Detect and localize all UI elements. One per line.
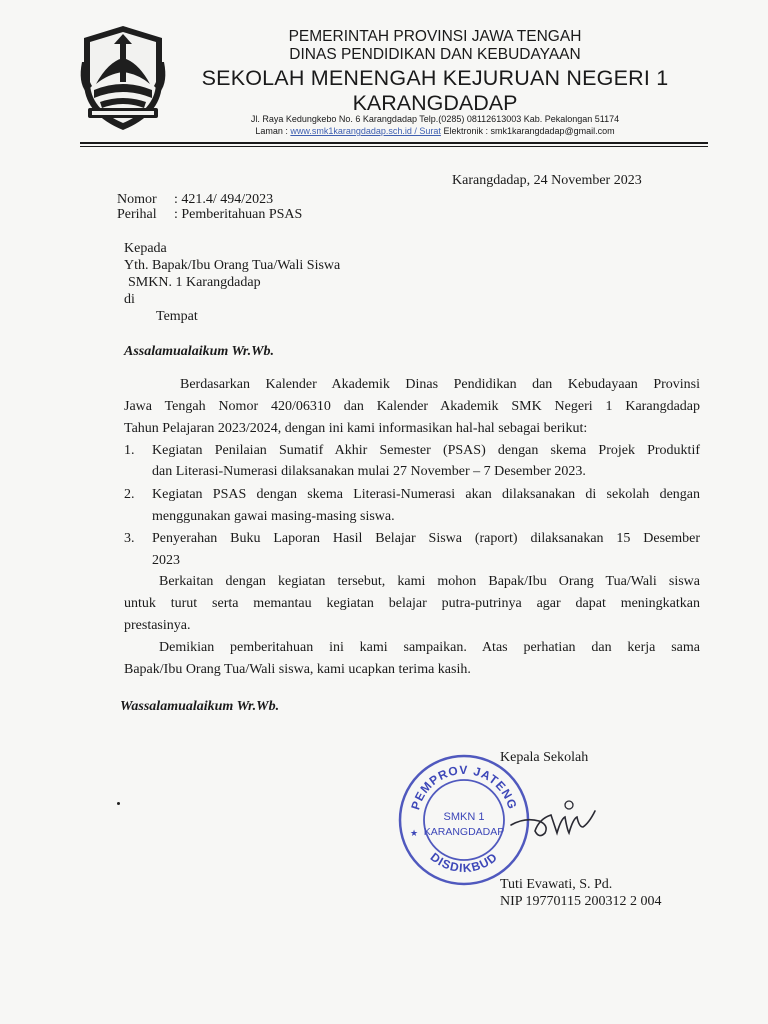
signatory-name: Tuti Evawati, S. Pd. <box>500 877 613 892</box>
para3-line-1: Demikian pemberitahuan ini kami sampaikan. Atas perhatian dan kerja sama <box>159 640 700 655</box>
stamp-center-line-1: SMKN 1 <box>443 811 485 823</box>
perihal-label: Perihal <box>117 207 157 222</box>
para3-line-2: Bapak/Ibu Orang Tua/Wali siswa, kami ucapkan terima kasih. <box>124 662 471 677</box>
svg-text:★: ★ <box>410 829 419 839</box>
list-item-3-line-1: Penyerahan Buku Laporan Hasil Belajar Siswa (raport) dilaksanakan 15 Desember <box>152 531 700 546</box>
school-location: KARANGDADAP <box>352 91 518 115</box>
recipient-line-2: Yth. Bapak/Ibu Orang Tua/Wali Siswa <box>124 258 341 273</box>
intro-line-3: Tahun Pelajaran 2023/2024, dengan ini kami informasikan hal-hal sebagai berikut: <box>124 421 588 436</box>
letterhead-line-1: PEMERINTAH PROVINSI JAWA TENGAH <box>288 28 582 45</box>
greeting: Assalamualaikum Wr.Wb. <box>124 344 275 359</box>
list-item-1-line-2: dan Literasi-Numerasi dilaksanakan mulai 27 November – 7 Desember 2023. <box>152 464 586 479</box>
recipient-line-5: Tempat <box>156 309 198 324</box>
list-item-number: 2. <box>124 487 135 502</box>
list-item-3-line-2: 2023 <box>152 553 180 568</box>
list-item-1-line-1: Kegiatan Penilaian Sumatif Akhir Semester (PSAS) dengan skema Projek Produktif <box>152 443 700 458</box>
place-date: Karangdadap, 24 November 2023 <box>452 173 642 188</box>
letterhead-line-2: DINAS PENDIDIKAN DAN KEBUDAYAAN <box>289 46 581 63</box>
handwritten-signature <box>505 797 605 842</box>
signatory-title: Kepala Sekolah <box>500 750 589 765</box>
intro-line-2: Jawa Tengah Nomor 420/06310 dan Kalender Akademik SMK Negeri 1 Karangdadap <box>124 399 700 414</box>
perihal-value: : Pemberitahuan PSAS <box>174 207 303 222</box>
website-link[interactable]: www.smk1karangdadap.sch.id / Surat <box>290 126 441 136</box>
signatory-nip: NIP 19770115 200312 2 004 <box>500 894 662 909</box>
para2-line-1: Berkaitan dengan kegiatan tersebut, kami mohon Bapak/Ibu Orang Tua/Wali siswa <box>159 574 700 589</box>
email-text: Elektronik : smk1karangdadap@gmail.com <box>440 126 615 136</box>
list-item-number: 1. <box>124 443 135 458</box>
recipient-line-1: Kepada <box>124 241 167 256</box>
para2-line-2: untuk turut serta memantau kegiatan belajar putra-putrinya agar dapat meningkatkan <box>124 596 700 611</box>
para2-line-3: prestasinya. <box>124 618 191 633</box>
web-prefix: Laman : <box>255 126 291 136</box>
recipient-line-4: di <box>124 292 135 307</box>
school-address: Jl. Raya Kedungkebo No. 6 Karangdadap Telp.(0285) 08112613003 Kab. Pekalongan 51174 <box>250 114 620 124</box>
stamp-top-text: PEMPROV JATENG <box>408 762 520 812</box>
letterhead-rule-thin <box>80 146 708 147</box>
nomor-label: Nomor <box>117 192 157 207</box>
scan-speck <box>117 802 120 805</box>
recipient-line-3: SMKN. 1 Karangdadap <box>128 275 261 290</box>
school-name: SEKOLAH MENENGAH KEJURUAN NEGERI 1 <box>201 66 669 90</box>
intro-line-1: Berdasarkan Kalender Akademik Dinas Pendidikan dan Kebudayaan Provinsi <box>180 377 700 392</box>
letterhead-rule-thick <box>80 142 708 144</box>
nomor-value: : 421.4/ 494/2023 <box>174 192 274 207</box>
list-item-number: 3. <box>124 531 135 546</box>
school-contact <box>150 126 720 136</box>
svg-text:DISDIKBUD <box>428 850 501 875</box>
closing-greeting: Wassalamualaikum Wr.Wb. <box>120 699 280 714</box>
list-item-2-line-2: menggunakan gawai masing-masing siswa. <box>152 509 395 524</box>
list-item-2-line-1: Kegiatan PSAS dengan skema Literasi-Numerasi akan dilaksanakan di sekolah dengan <box>152 487 700 502</box>
stamp-center-line-2: KARANGDADAP <box>423 826 505 838</box>
stamp-bottom-text: DISDIKBUD <box>427 849 501 876</box>
